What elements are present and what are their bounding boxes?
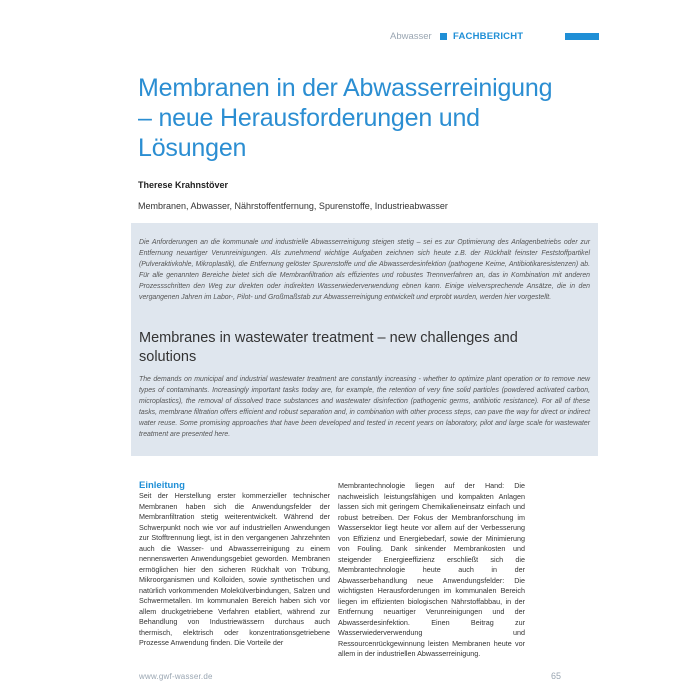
section-heading-einleitung: Einleitung	[139, 480, 185, 491]
article-author: Therese Krahnstöver	[138, 180, 229, 190]
body-text-left: Seit der Herstellung erster kommerzieller technischer Membranen haben sich die Anwendungsfelder der Membranfiltration stetig weiterentwickelt. Während der Schwerpunkt noch wie vor auf industriellen Anwendungen zur Stofftrennung liegt, ist in den vergangenen Jahrzehnten auch die Wasser- und Abwasserreinigung zu einem nennenswerten Anwendungsgebiet geworden. Membranen ermöglichen hier den sicheren Rückhalt von Trübung, Mikroorganismen und Kolloiden, sowie synthetischen und natürlich vorkommenden Molekülverbindungen, Salzen und Schwermetallen. Im kommunalen Bereich haben sich vor allem druckgetriebene Verfahren etabliert, während zur Behandlung von Industriewässern durchaus auch thermisch, elektrisch oder konzentrationsgetriebene Prozesse Anwendung finden. Die Vorteile der	[139, 491, 330, 647]
abstract-english: The demands on municipal and industrial wastewater treatment are constantly increasing - whether to optimize plant operation or to remove new types of contaminants. Increasingly important tasks today are, for example, the retention of very fine solid particles (powdered activated carbon, microplastics), the removal of dissolved trace substances and wastewater disinfection (pathogenic germs, antibiotic resistance). For all of these tasks, membrane filtration offers efficient and robust separation and, in combination with other process steps, can pave the way for direct or indirect water reuse. Some promising approaches that have been developed and tested in recent years on laboratory, pilot and large scale for wastewater treatment are presented here.	[139, 376, 590, 438]
abstract-german: Die Anforderungen an die kommunale und industrielle Abwasserreinigung steigen stetig – sei es zur Optimierung des Anlagenbetriebs oder zur Entfernung neuartiger Verunreinigungen. Als zunehmend wichtige Aufgaben zeichnen sich heute z.B. der Rückhalt feinster Feststoffpartikel (Pulveraktivkohle, Mikroplastik), die Entfernung gelöster Spurenstoffe und die Abwasserdesinfektion (pathogene Keime, Antibiotikaresistenzen) ab. Für alle genannten Bereiche bietet sich die Membranfiltration als effizientes und robustes Trennverfahren an, das in Kombination mit anderen Prozessschritten den Weg zur direkten oder indirekten Wasserwiederverwendung ebnen kann. Einige vielversprechende Ansätze, die in den vergangenen Jahren im Labor-, Pilot- und Großmaßstab zur Abwasserreinigung entwickelt und erprobt wurden, werden hier vorgestellt.	[139, 239, 590, 301]
article-keywords: Membranen, Abwasser, Nährstoffentfernung, Spurenstoffe, Industrieabwasser	[138, 201, 448, 211]
body-column-left	[139, 480, 330, 649]
page-number: 65	[551, 671, 562, 681]
running-header	[0, 31, 700, 45]
abstract-box	[131, 223, 598, 456]
header-square-marker	[440, 33, 447, 40]
article-title: Membranen in der Abwasserreinigung – neue Herausforderungen und Lösungen	[138, 74, 553, 162]
body-text-right: Membrantechnologie liegen auf der Hand: Die nachweislich leistungsfähigen und kompakten Anlagen lassen sich mit geringem Chemikalieneinsatz einfach und robust betreiben. Der Fokus der Membranforschung im Wassersektor liegt heute vor allem auf der Verbesserung von Effizienz und Energiebedarf, sowie der Minimierung von Fouling. Dank sinkender Membrankosten und steigender Energieeffizienz erschließt sich die Membrantechnologie heute auch in der Abwasserbehandlung neue Anwendungsfelder: Die wichtigsten Herausforderungen im kommunalen Bereich liegen im effizienten biologischen Nährstoffabbau, in der Entfernung neuartiger Verunreinigungen und der Abwasserdesinfektion. Einen Beitrag zur Wasserwiederverwendung und Ressourcenrückgewinnung leisten Membranen heute vor allem in der industriellen Abwasserreinigung.	[338, 481, 525, 658]
header-accent-bar	[565, 33, 599, 40]
header-article-type: FACHBERICHT	[453, 31, 524, 42]
footer-url: www.gwf-wasser.de	[139, 672, 213, 681]
body-column-right	[338, 481, 525, 660]
header-section-label: Abwasser	[390, 31, 432, 42]
english-title: Membranes in wastewater treatment – new challenges and solutions	[139, 330, 518, 365]
